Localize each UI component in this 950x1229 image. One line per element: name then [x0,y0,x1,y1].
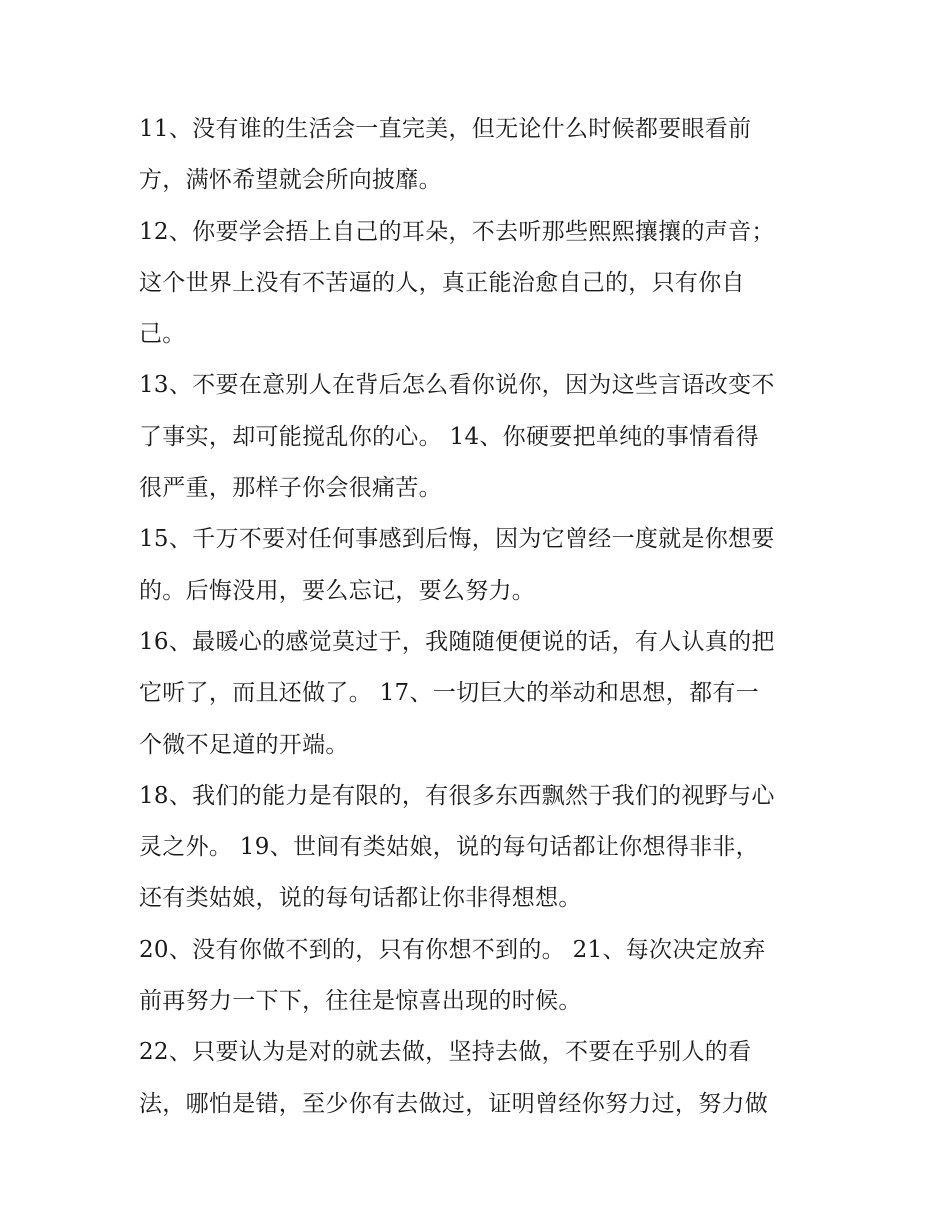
text-line: 己。 [139,321,186,348]
text-line: 13、不要在意别人在背后怎么看你说你，因为这些言语改变不 [139,372,775,399]
text-line: 20、没有你做不到的，只有你想不到的。 21、每次决定放弃 [139,936,766,963]
text-line: 它听了，而且还做了。 17、一切巨大的举动和思想，都有一 [139,680,759,707]
text-body [139,104,829,1130]
text-line: 了事实，却可能搅乱你的心。 14、你硬要把单纯的事情看得 [139,423,759,450]
text-line: 个微不足道的开端。 [139,731,349,758]
text-line: 法，哪怕是错，至少你有去做过，证明曾经你努力过，努力做 [139,1090,769,1117]
text-line: 这个世界上没有不苦逼的人，真正能治愈自己的，只有你自 [139,269,745,296]
text-line: 12、你要学会捂上自己的耳朵，不去听那些熙熙攘攘的声音； [139,218,775,245]
text-line: 15、千万不要对任何事感到后悔，因为它曾经一度就是你想要 [139,526,775,553]
text-line: 方，满怀希望就会所向披靡。 [139,167,442,194]
text-line: 灵之外。 19、世间有类姑娘，说的每句话都让你想得非非， [139,834,759,861]
text-line: 11、没有谁的生活会一直完美，但无论什么时候都要眼看前 [139,116,752,142]
text-line: 很严重，那样子你会很痛苦。 [139,475,442,502]
text-line: 22、只要认为是对的就去做，坚持去做，不要在乎别人的看 [139,1039,752,1066]
text-line: 16、最暖心的感觉莫过于，我随随便便说的话，有人认真的把 [139,628,775,655]
text-line: 前再努力一下下，往往是惊喜出现的时候。 [139,988,582,1015]
text-line: 还有类姑娘，说的每句话都让你非得想想。 [139,885,582,912]
text-line: 18、我们的能力是有限的，有很多东西飘然于我们的视野与心 [139,782,775,809]
text-line: 的。后悔没用，要么忘记，要么努力。 [139,577,536,604]
